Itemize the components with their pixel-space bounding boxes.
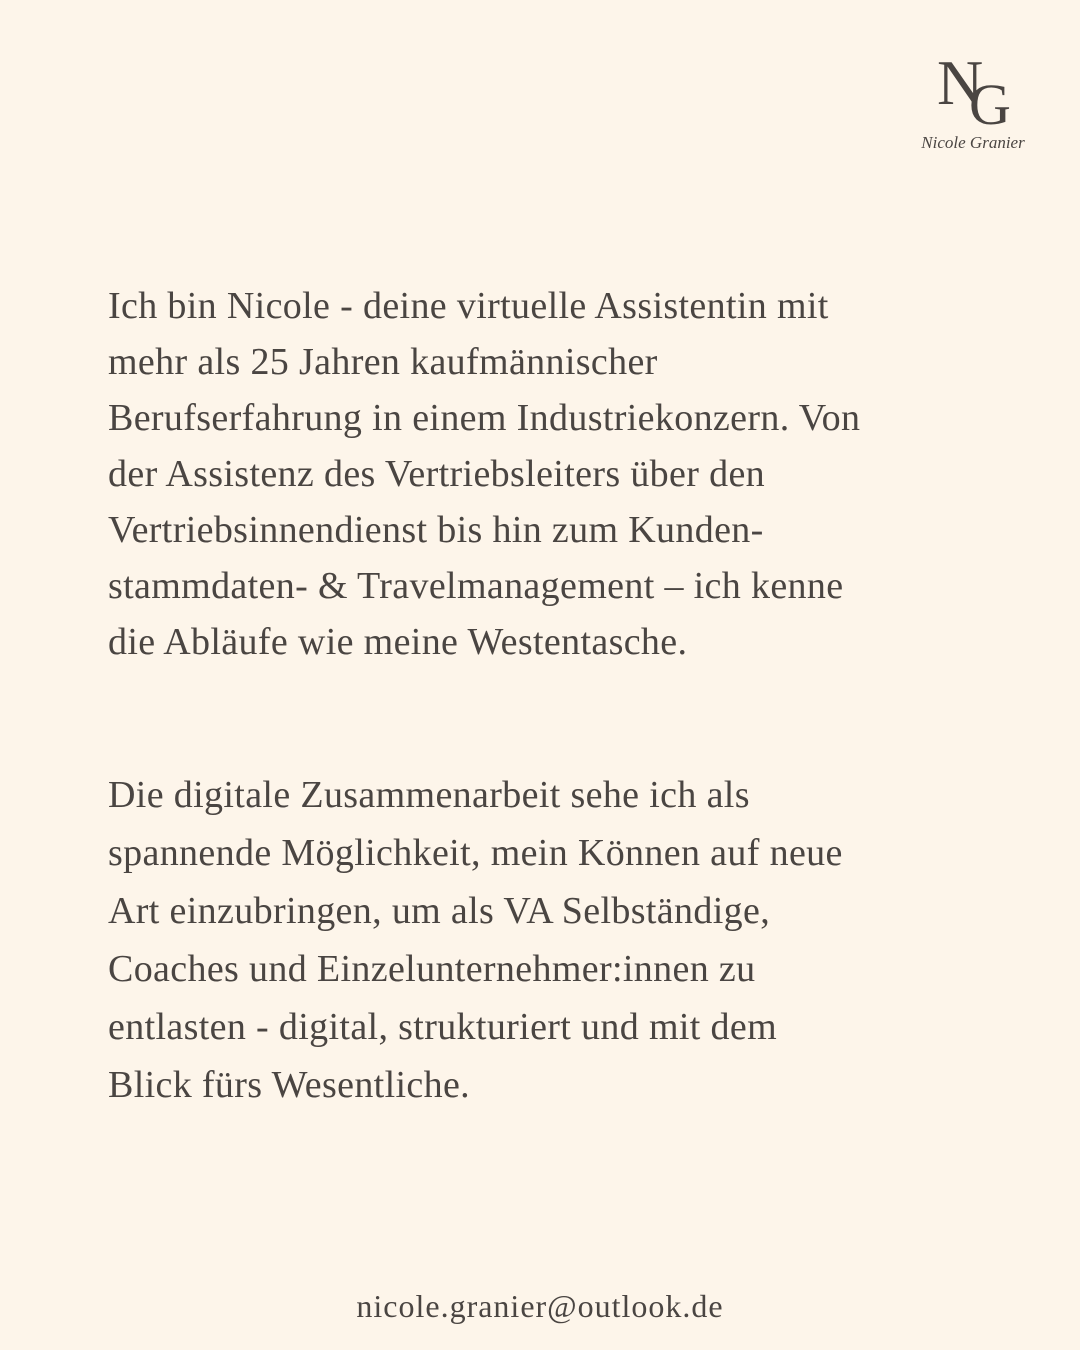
logo-name: Nicole Granier <box>921 133 1025 152</box>
ng-monogram-icon <box>905 40 1040 160</box>
monogram-letter-n: N <box>937 47 984 118</box>
monogram-letter-g: G <box>969 72 1011 137</box>
ng-monogram-logo <box>905 40 1040 160</box>
about-text <box>108 278 988 1114</box>
digital-collaboration-paragraph: Die digitale Zusammenarbeit sehe ich als spannende Möglichkeit, mein Können auf neue Art einzubringen, um als VA Selbständige, Coaches und Einzelunternehmer:innen zu entlasten - digital, strukturiert und mit dem Blick fürs Wesentliche. <box>108 774 843 1106</box>
intro-paragraph: Ich bin Nicole - deine virtuelle Assistentin mit mehr als 25 Jahren kaufmännischer Berufserfahrung in einem Industriekonzern. Von der Assistenz des Vertriebsleiters über den Vertriebsinnendienst bis hin zum Kunden- stammdaten- & Travelmanagement – ich kenne die Abläufe wie meine Westentasche. <box>108 285 861 663</box>
contact-email: nicole.granier@outlook.de <box>356 1288 724 1324</box>
